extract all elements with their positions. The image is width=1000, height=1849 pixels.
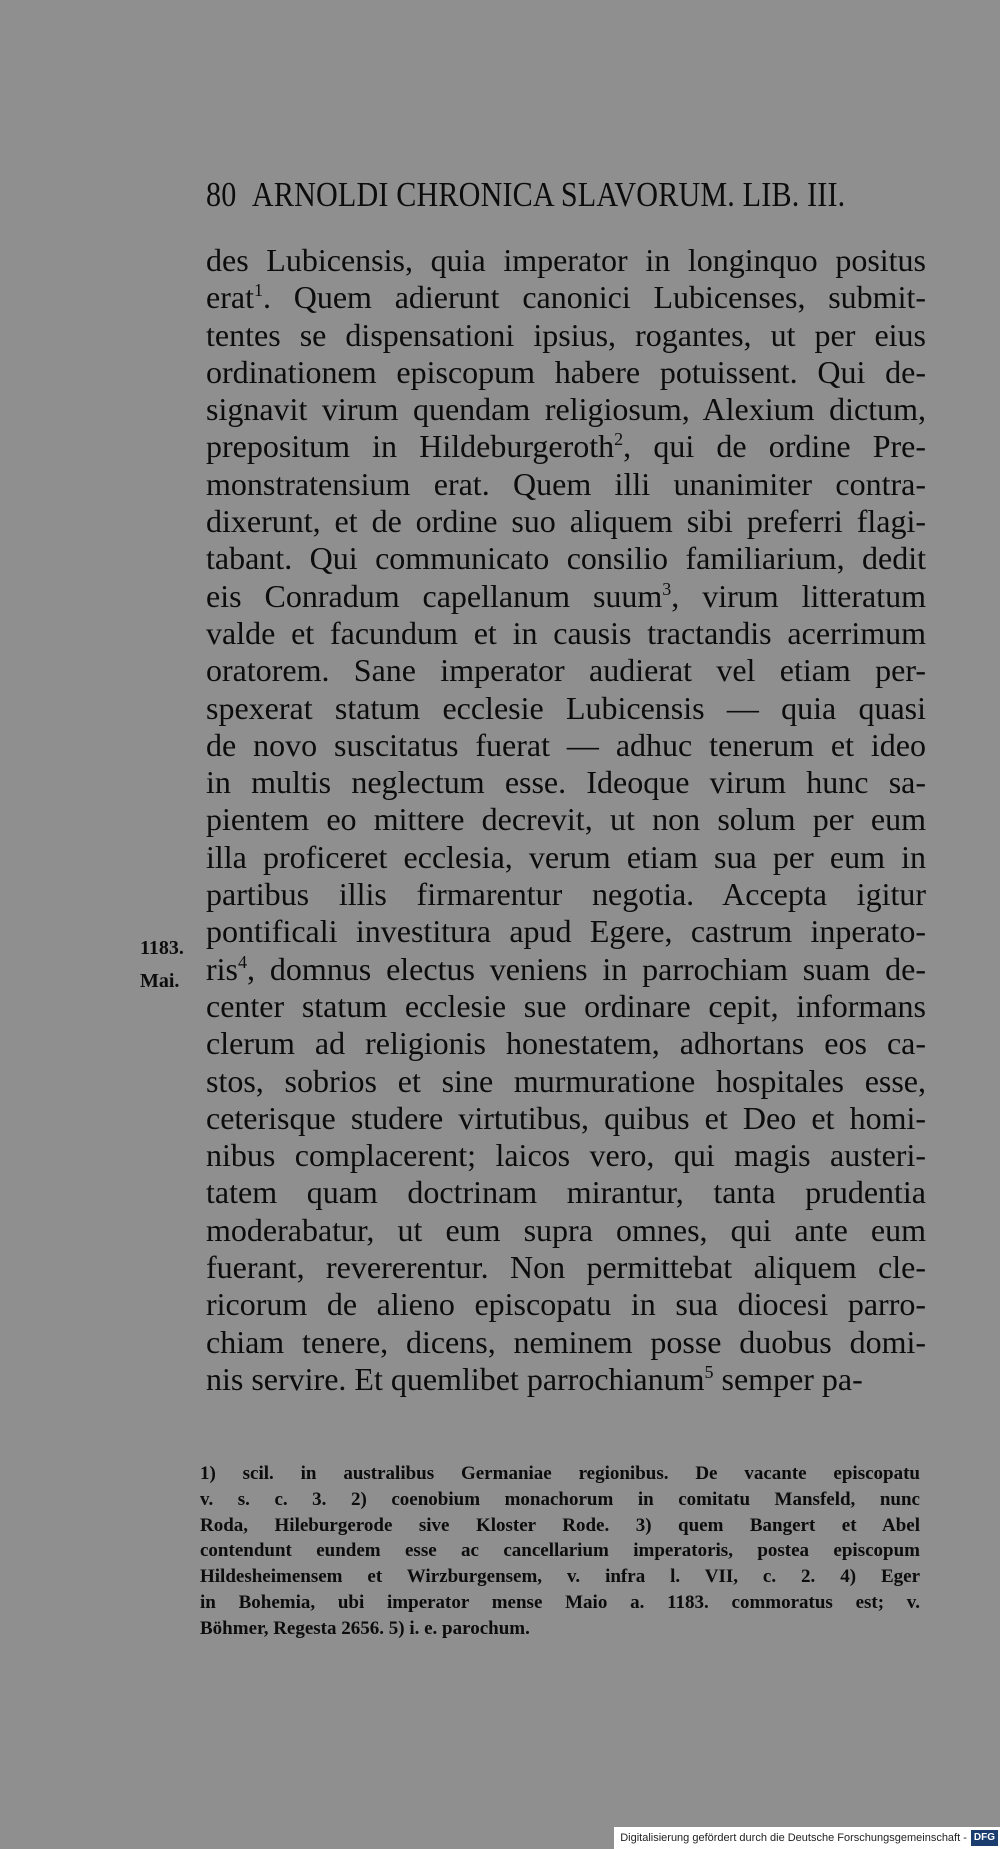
text-line: prepositum in Hildeburgeroth$^2$, qui de ordine Pre- bbox=[206, 428, 927, 465]
digitization-credit bbox=[614, 1827, 1000, 1849]
text-line: illa proficeret ecclesia, verum etiam sua per eum in bbox=[206, 838, 926, 875]
dfg-logo: DFG bbox=[971, 1830, 998, 1846]
text-line: ceterisque studere virtutibus, quibus et Deo et homi- bbox=[206, 1099, 926, 1136]
text-line: in multis neglectum esse. Ideoque virum hunc sa- bbox=[206, 764, 926, 801]
text-line: ris$^4$, domnus electus veniens in parrochiam suam de- bbox=[206, 950, 926, 987]
text-line: pontificali investitura apud Egere, castrum inperato- bbox=[206, 913, 926, 950]
text-line: oratorem. Sane imperator audierat vel etiam per- bbox=[206, 652, 926, 689]
text-line: clerum ad religionis honestatem, adhortans eos ca- bbox=[206, 1025, 926, 1062]
text-line: dixerunt, et de ordine suo aliquem sibi preferri flagi- bbox=[206, 503, 926, 540]
footnote-ref: 4 bbox=[238, 951, 247, 972]
text-line: spexerat statum ecclesie Lubicensis — quia quasi bbox=[206, 689, 926, 726]
text-line: pientem eo mittere decrevit, ut non solum per eum bbox=[206, 801, 926, 838]
footnote-line: in Bohemia, ubi imperator mense Maio a. 1183. commoratus est; v. bbox=[200, 1591, 920, 1613]
text-line: valde et facundum et in causis tractandis acerrimum bbox=[206, 614, 926, 651]
text-line: tatem quam doctrinam mirantur, tanta prudentia bbox=[206, 1174, 926, 1211]
text-line: eis Conradum capellanum suum$^3$, virum litteratum bbox=[206, 577, 926, 614]
text-line: nibus complacerent; laicos vero, qui magis austeri- bbox=[206, 1137, 926, 1174]
footnote-line: 1) scil. in australibus Germaniae regionibus. De vacante episcopatu bbox=[200, 1463, 920, 1484]
text-line: fuerant, revererentur. Non permittebat aliquem cle- bbox=[206, 1249, 926, 1286]
footnote-ref: 5 bbox=[704, 1361, 714, 1382]
text-line: nis servire. Et quemlibet parrochianum$^5$ semper pa- bbox=[206, 1360, 863, 1397]
text-line: tabant. Qui communicato consilio familiarium, dedit bbox=[206, 540, 926, 577]
text-line: stos, sobrios et sine murmuratione hospitales esse, bbox=[206, 1062, 926, 1099]
page-number: 80 bbox=[206, 175, 237, 214]
text-line: moderabatur, ut eum supra omnes, qui ante eum bbox=[206, 1211, 926, 1248]
running-head bbox=[206, 173, 846, 217]
text-line: partibus illis firmarentur negotia. Accepta igitur bbox=[206, 876, 926, 913]
book-title: ARNOLDI CHRONICA SLAVORUM. LIB. III. bbox=[251, 175, 846, 214]
text-line: ordinationem episcopum habere potuissent. Qui de- bbox=[206, 353, 926, 390]
text-line: signavit virum quendam religiosum, Alexium dictum, bbox=[206, 391, 926, 428]
main-text bbox=[206, 242, 926, 1398]
text-line: chiam tenere, dicens, neminem posse duobus domi- bbox=[206, 1323, 926, 1360]
text-line: de novo suscitatus fuerat — adhuc tenerum et ideo bbox=[206, 726, 926, 763]
text-line: ricorum de alieno episcopatu in sua diocesi parro- bbox=[206, 1286, 926, 1323]
footnote-line: Böhmer, Regesta 2656. 5) i. e. parochum. bbox=[200, 1617, 530, 1639]
footnote-ref: 1 bbox=[253, 280, 263, 301]
footnote-line: Hildesheimensem et Wirzburgensem, v. infra l. VII, c. 2. 4) Eger bbox=[200, 1566, 920, 1588]
footnote-line: Roda, Hileburgerode sive Kloster Rode. 3) quem Bangert et Abel bbox=[200, 1514, 920, 1536]
margin-note-year: 1183. bbox=[140, 937, 184, 959]
text-line: erat$^1$. Quem adierunt canonici Lubicenses, submit- bbox=[206, 279, 927, 316]
footnote-ref: 2 bbox=[614, 429, 624, 450]
text-line: center statum ecclesie sue ordinare cepit, informans bbox=[206, 987, 926, 1024]
text-line: monstratensium erat. Quem illi unanimiter contra- bbox=[206, 465, 926, 502]
text-line: des Lubicensis, quia imperator in longinquo positus bbox=[206, 242, 926, 278]
footnote-line: v. s. c. 3. 2) coenobium monachorum in comitatu Mansfeld, nunc bbox=[200, 1488, 920, 1510]
footnote-line: contendunt eundem esse ac cancellarium imperatoris, postea episcopum bbox=[200, 1540, 920, 1562]
margin-note-month: Mai. bbox=[140, 970, 180, 992]
footnote-ref: 3 bbox=[662, 578, 672, 599]
credit-text: Digitalisierung gefördert durch die Deutsche Forschungsgemeinschaft - bbox=[620, 1832, 967, 1844]
text-line: tentes se dispensationi ipsius, rogantes, ut per eius bbox=[206, 316, 926, 353]
footnotes bbox=[200, 1461, 920, 1642]
